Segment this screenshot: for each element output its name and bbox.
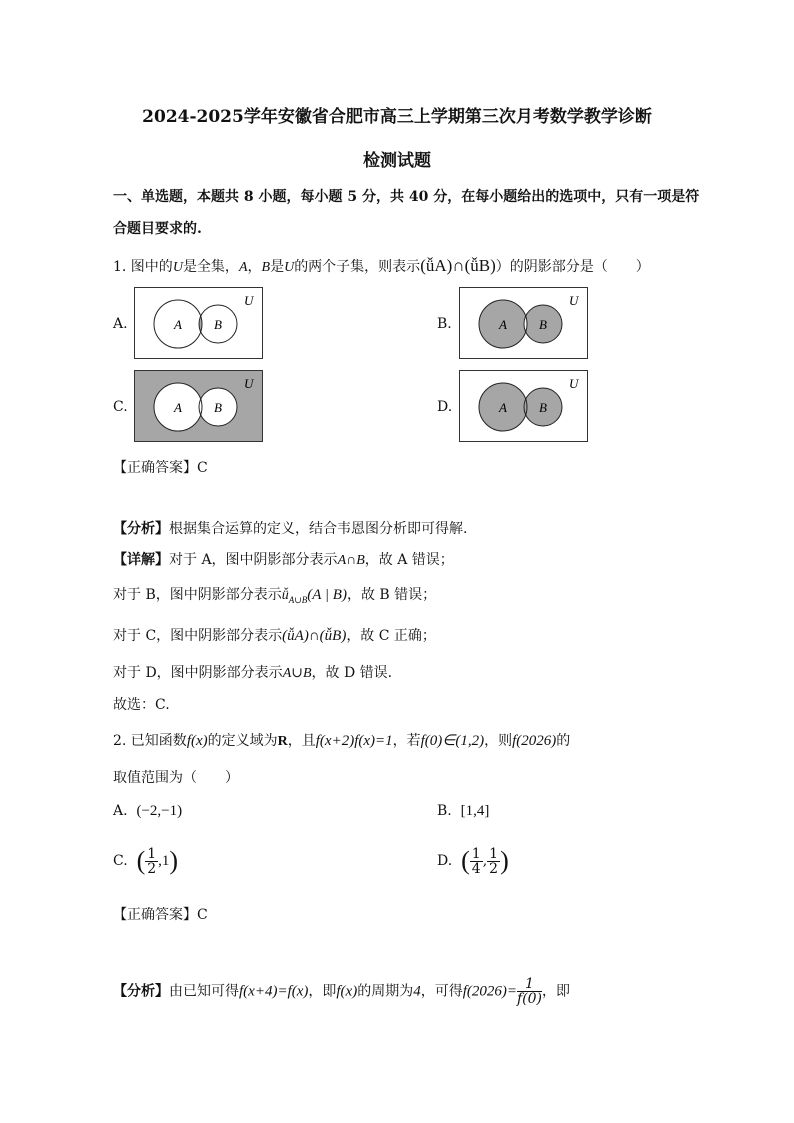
q2-option-c: [113, 846, 178, 876]
paren-left: (: [461, 846, 470, 875]
detail-text: ，故 C 正确；: [346, 628, 436, 644]
venn-u-label: U: [244, 376, 254, 391]
q1-choose: 故选：C.: [113, 697, 170, 713]
q2-option-d: D. ( $\frac{1}{4}$ , $\frac{1}{2}$ ): [437, 845, 509, 877]
q2-analysis: [113, 977, 570, 1006]
detail-text: 对于 A，图中阴影部分表示: [169, 552, 338, 568]
detail-text: 对于 B，图中阴影部分表示: [113, 587, 282, 603]
option-label: C.: [113, 853, 128, 869]
detail-text: 对于 C，图中阴影部分表示: [113, 628, 283, 644]
section-heading-line1: 一、单选题，本题共 8 小题，每小题 5 分，共 40 分，在每小题给出的选项中，只有一项是符: [113, 189, 700, 205]
q2-option-a: [113, 803, 182, 820]
q1-option-d-label: D.: [437, 399, 453, 415]
venn-u-label: U: [569, 293, 579, 308]
q1-symbol-a: A: [238, 260, 248, 275]
analysis-label: 【分析】: [113, 521, 169, 537]
q1-stem-text: 的两个子集，则表示: [294, 259, 421, 275]
venn-u-label: U: [569, 376, 579, 391]
q1-answer: 【正确答案】C: [113, 460, 208, 476]
q1-option-a-venn: [134, 287, 264, 360]
option-label: D.: [437, 853, 453, 869]
q1-expr-part: A)∩(ǚ: [434, 256, 479, 275]
q2-option-b: [437, 803, 489, 820]
fraction-den: f(0): [516, 991, 542, 1007]
q1-stem-text: ）的阴影部分是（ ）: [495, 259, 650, 275]
option-value: ,1: [158, 853, 170, 869]
option-value: [1,4]: [460, 803, 490, 819]
section-heading-line2: 合题目要求的.: [113, 221, 202, 237]
analysis-math: f(x): [336, 983, 358, 1000]
q1-option-a-label: A.: [113, 316, 128, 332]
q1-expression: [420, 256, 496, 275]
analysis-text: ，即: [308, 983, 337, 1000]
doc-title-line1: 2024-2025学年安徽省合肥市高三上学期第三次月考数学教学诊断: [142, 107, 652, 127]
q1-detail-d: [113, 662, 392, 682]
q2-stem-text: 2. 已知函数: [113, 733, 187, 749]
fraction-num: 1: [147, 845, 157, 862]
venn-a-label: A: [174, 317, 182, 332]
fraction-den: 2: [489, 860, 499, 877]
q1-expr-part: B): [478, 256, 496, 275]
q2-math: f(x+2)f(x)=1: [315, 733, 393, 749]
venn-a-label: A: [499, 400, 507, 415]
paren-right: ): [169, 846, 179, 875]
q1-detail-a: [113, 549, 454, 569]
q2-answer: 【正确答案】C: [113, 907, 208, 923]
q2-math: f(x): [186, 733, 208, 749]
q1-option-d-venn: [459, 370, 589, 443]
option-label: A.: [113, 803, 128, 819]
option-label: B.: [437, 803, 452, 819]
q1-symbol-u: U: [284, 260, 295, 275]
q2-math: f(2026): [512, 733, 557, 749]
paren-left: (: [136, 846, 146, 875]
option-value: (−2,−1): [136, 803, 183, 819]
fraction-num: 1: [471, 845, 481, 862]
venn-b-label: B: [539, 317, 547, 332]
venn-a-label: A: [174, 400, 182, 415]
q1-detail-b: [113, 584, 436, 606]
analysis-text: ，可得: [420, 983, 463, 1000]
analysis-label: 【分析】: [113, 983, 169, 1000]
fraction-den: 2: [147, 860, 157, 877]
q1-detail-c: [113, 625, 436, 645]
venn-b-label: B: [539, 400, 547, 415]
q1-symbol-b: B: [261, 260, 271, 275]
q1-option-c-label: C.: [113, 399, 128, 415]
detail-text: 对于 D，图中阴影部分表示: [113, 665, 283, 681]
fraction: [517, 977, 542, 1006]
analysis-text: 的周期为: [357, 983, 414, 1000]
detail-text: ，故 A 错误；: [364, 552, 454, 568]
venn-a-label: A: [499, 317, 507, 332]
q1-stem-text: 是全集，: [182, 259, 239, 275]
q1-symbol-u: U: [172, 260, 183, 275]
q2-stem-text: 的定义域为: [207, 733, 278, 749]
q2-stem-text: ，若: [392, 733, 421, 749]
fraction-num: 1: [517, 977, 542, 992]
doc-title-line2: 检测试题: [363, 151, 431, 171]
q1-option-c-venn: [134, 370, 264, 443]
analysis-text: 根据集合运算的定义，结合韦恩图分析即可得解.: [169, 521, 468, 537]
q1-analysis: [113, 518, 467, 538]
detail-math: (A | B): [307, 587, 347, 603]
q1-expr-part: (ǚ: [420, 256, 435, 275]
detail-math: (ǚA)∩(ǚB): [282, 628, 347, 644]
q2-stem-text: 的: [556, 733, 571, 749]
q1-option-b-label: B.: [437, 316, 452, 332]
q1-option-b-venn: [459, 287, 589, 360]
paren-right: ): [500, 846, 509, 875]
analysis-text: 由已知可得: [169, 983, 239, 1000]
analysis-math: f(2026)=: [462, 983, 517, 1000]
q2-stem-text: ，且: [287, 733, 316, 749]
fraction: [487, 847, 500, 876]
analysis-math: 4: [413, 983, 421, 1000]
detail-math: ǚ: [281, 588, 289, 603]
detail-text: ，故 D 错误.: [311, 665, 393, 681]
detail-label: 【详解】: [113, 552, 169, 568]
q1-comma: ，: [247, 259, 262, 275]
detail-math: A∪B: [282, 666, 312, 681]
analysis-math: f(x+4)=f(x): [239, 983, 309, 1000]
q1-stem-text: 是: [270, 259, 285, 275]
venn-b-label: B: [214, 317, 222, 332]
q2-stem-text: ，则: [484, 733, 513, 749]
venn-b-label: B: [214, 400, 222, 415]
analysis-text: ，即: [542, 983, 570, 1000]
q2-stem: [113, 730, 570, 750]
q2-math: f(0)∈(1,2): [420, 733, 485, 749]
fraction-den: 4: [471, 860, 481, 877]
q1-stem: [113, 256, 650, 276]
fraction: [145, 847, 158, 876]
fraction: [470, 847, 483, 876]
q2-stem-line2: 取值范围为（ ）: [113, 770, 239, 786]
q1-stem-text: 1. 图中的: [113, 259, 173, 275]
q2-math-r: R: [277, 734, 288, 749]
venn-u-label: U: [244, 293, 254, 308]
detail-math-sub: A∪B: [288, 594, 308, 605]
detail-text: ，故 B 错误；: [346, 587, 437, 603]
detail-math: A∩B: [337, 553, 365, 568]
fraction-num: 1: [489, 845, 499, 862]
